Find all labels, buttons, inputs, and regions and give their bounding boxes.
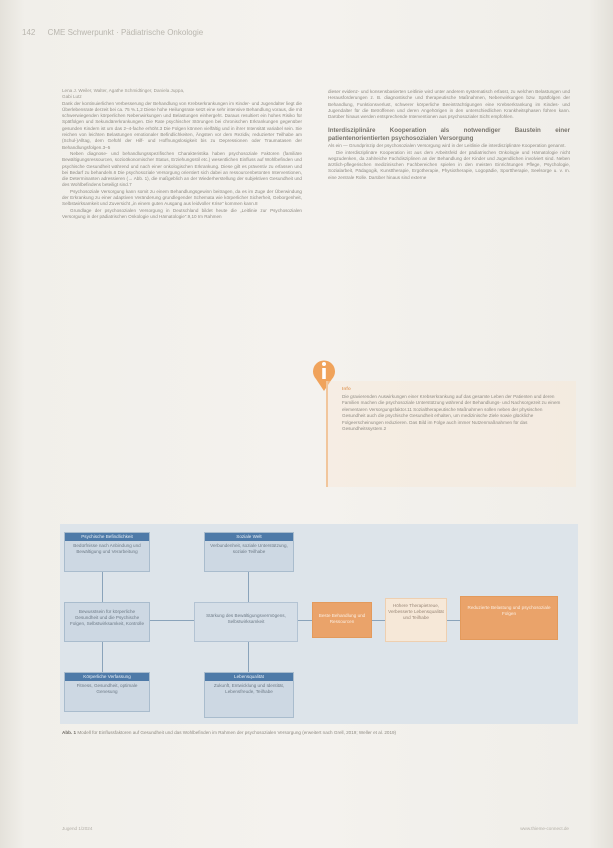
caption-text: Modell für Einflussfaktoren auf Gesundheit und das Wohlbefinden im Rahmen der psychosozialen Versorgung (erweitert nach Grell, 2019; Weller et al. 2019) — [77, 730, 397, 735]
box-body: Verbundenheit, soziale Unterstützung, soziale Teilhabe — [210, 543, 288, 554]
connector — [372, 620, 385, 621]
soziale-welt-box — [204, 532, 294, 572]
bewaeltigung-box — [194, 602, 298, 642]
paragraph: Grundlage der psychosozialen Versorgung in Deutschland bildet heute die „Leitlinie zur Psychosozialen Versorgung in der pädiatrischen Onkologie und Hämatologie“.9,10 Im Rahmen — [62, 207, 302, 219]
info-box-text: Die gravierenden Auswirkungen einer Krebserkrankung auf das gesamte Leben der Patienten und deren Familien machen die psychosoziale Unterstützung während der Behandlungs- und Nachsorgezeit zu einem elementaren Versorgungsfaktor.11 Sozialtherapeutische Maßnahmen sollen neben der physischen Gesundheit auch die psychische Gesundheit erhalten, um medizinische Ziele sowie glückliche Folgeerscheinungen reduzieren. Das Bild im Folge auch immer Nutzenmaßnahmen für das Gesundheitssystem.2 — [342, 394, 561, 432]
caption-label: Abb. 1 — [62, 730, 77, 735]
figure-caption — [62, 730, 574, 736]
box-body: Höhere Therapietreue, Verbesserte Lebensqualität und Teilhabe — [388, 603, 444, 620]
right-column — [328, 89, 570, 181]
page-number: 142 — [22, 28, 36, 37]
figure-diagram — [60, 524, 578, 724]
connector — [150, 620, 194, 621]
author-line-2: Gabi Lutz — [62, 94, 82, 100]
footer-left: Jugend 1/2024 — [62, 826, 93, 831]
box-body: Bedürfnisse nach Anbindung und Bewältigung und Verarbeitung — [73, 543, 141, 554]
paragraph: Psychosoziale Versorgung kann somit zu einem Behandlungsgewinn beitragen, da es im Zuge der Überwindung der Erkrankung zu einer adaptiven Veränderung grundlegender Schemata wie körperlicher Sicherheit, Geborgenheit, Selbstwirksamkeit und Zuversicht „in einem guten Ausgang aus leidvoller Krise“ kommen kann.8 — [62, 188, 302, 207]
box-body: Beste Behandlung und Ressourcen — [318, 613, 366, 624]
box-body: Stärkung des Bewältigungsvermögens, Selbstwirksamkeit — [206, 613, 286, 624]
paragraph: Dank der kontinuierlichen Verbesserung der Behandlung von Krebserkrankungen im Kinder- und Jugendalter liegt die Überlebensrate derzeit bei ca. 75 %.1,2 Diese hohe Heilungsrate setzt eine sehr intensive Behandlung voraus, die mit schwerwiegenden körperlichen Nebenwirkungen und Belastungen einhergeht. Daraus resultiert ein hohes Risiko für Spätfolgen und Sekundärerkrankungen. Die Rate psychischer Störungen bei chronischen Erkrankungen gegenüber gesunden Kindern ist um das 2–4-fache erhöht.3 Die Folgen können vielfältig und in ihrer Intensität variabel sein. Sie reichen von leichten Belastungen emotionaler Befindlichkeiten, Ängsten vor dem Rezidiv, reduzierter Teilhabe am (Schul-)Alltag, dem Gefühl der Hilf- und Hoffnungslosigkeit bis zu Depressionen oder Traumatasen der Behandlungsfolgen.3–5 — [62, 100, 302, 150]
header-title: CME Schwerpunkt · Pädiatrische Onkologie — [47, 28, 204, 37]
paragraph: Neben diagnose- und behandlungsspezifischen Charakteristika haben psychosoziale Faktoren (familiäre Bewältigungsressourcen, sozioökonomischer Status, Erziehungsstil etc.) wesentlichen Einfluss auf Wohlbefinden und psychische Gesundheit während und nach einer onkologischen Erkrankung. Diese gilt es präventiv zu erfassen und bei Bedarf zu behandeln.6 Die psychosoziale Versorgung orientiert sich dabei an ressourcenbetonten Interventionen, die Determinanten adressieren (→ Abb. 1), die maßgeblich an der Wiederherstellung der subjektiven Gesundheit und des Wohlbefindens beteiligt sind.7 — [62, 150, 302, 188]
connector — [447, 620, 460, 621]
box-body: Reduzierte Belastung und psychosoziale Folgen — [467, 605, 551, 616]
box-title: Psychische Befindlichkeit — [65, 533, 149, 541]
paragraph: Als ein — Grundprinzip der psychosozialen Versorgung wird in der Leitlinie die interdisziplinäre Kooperation genannt. — [328, 143, 566, 149]
paragraph: dieser evidenz- und konsensbasierten Leitlinie wird unter anderem systematisch erfasst, zu welchen Belastungen und Herausforderungen z. B. diagnostische und therapeutische Maßnahmen, Nebenwirkungen bzw. Spätfolgen der Behandlung, Funktionsverlust, schwerer körperliche Beeinträchtigungen eine Krebserkrankung im Kindes- und Jugendalter für die Betroffenen und deren Angehörigen in den unterschiedlichen Krankheitsphasen führen kann. Darüber hinaus werden entsprechende Interventionen aus psychosozialer Sicht empfohlen. — [328, 89, 570, 120]
left-column — [62, 88, 302, 220]
connector — [102, 572, 103, 602]
connector — [298, 620, 312, 621]
box-body: Bewusstsein für körperliche Gesundheit und die Psychische Folgen, Selbstwirksamkeit, Kontrolle — [69, 609, 145, 626]
lebensqualitaet-box — [204, 672, 294, 718]
box-body: Zukunft, Entwicklung und Identität, Lebensfreude, Teilhabe — [213, 683, 285, 694]
author-line: Lena J. Weiler, Walter, Agathe Schmidtinger, Daniela Juppa, — [62, 88, 185, 93]
therapietreue-box — [385, 598, 447, 642]
connector — [248, 572, 249, 602]
beste-behandlung-box — [312, 602, 372, 638]
running-header — [22, 28, 203, 37]
info-box — [326, 381, 576, 487]
connector — [248, 642, 249, 672]
box-title: Soziale Welt — [205, 533, 293, 541]
koerperliche-verfassung-box — [64, 672, 150, 712]
box-title: Körperliche Verfassung — [65, 673, 149, 681]
paragraph: Die interdisziplinäre Kooperation ist aus dem Arbeitsfeld der pädiatrischen Onkologie und Hämatologie nicht wegzudenken, da zahlreiche Fachdisziplinen an der Behandlung der Kinder und Jugendlichen involviert sind. Neben ärztlich-pflegerischen medizinischen Fachbereichen spielen in den meisten Einrichtungen Pflege, Psychologie, Sozialarbeit, Pädagogik, Kunsttherapie, Ergotherapie, Physiotherapie, Logopädie, Sporttherapie, Seelsorge u. v. m. eine zentrale Rolle. Darüber hinaus sind externe — [328, 149, 570, 180]
box-body: Fitness, Gesundheit, optimale Genesung — [76, 683, 138, 694]
info-box-label: Info — [342, 387, 351, 392]
reduzierte-belastung-box — [460, 596, 558, 640]
section-heading: Interdisziplinäre Kooperation als notwendiger Baustein einer patientenorientierten psychosozialen Versorgung — [328, 127, 570, 142]
box-title: Lebensqualität — [205, 673, 293, 681]
footer-right: www.thieme-connect.de — [520, 826, 569, 831]
koerperliche-gesundheit-box — [64, 602, 150, 642]
connector — [102, 642, 103, 672]
psychische-befindlichkeit-box — [64, 532, 150, 572]
